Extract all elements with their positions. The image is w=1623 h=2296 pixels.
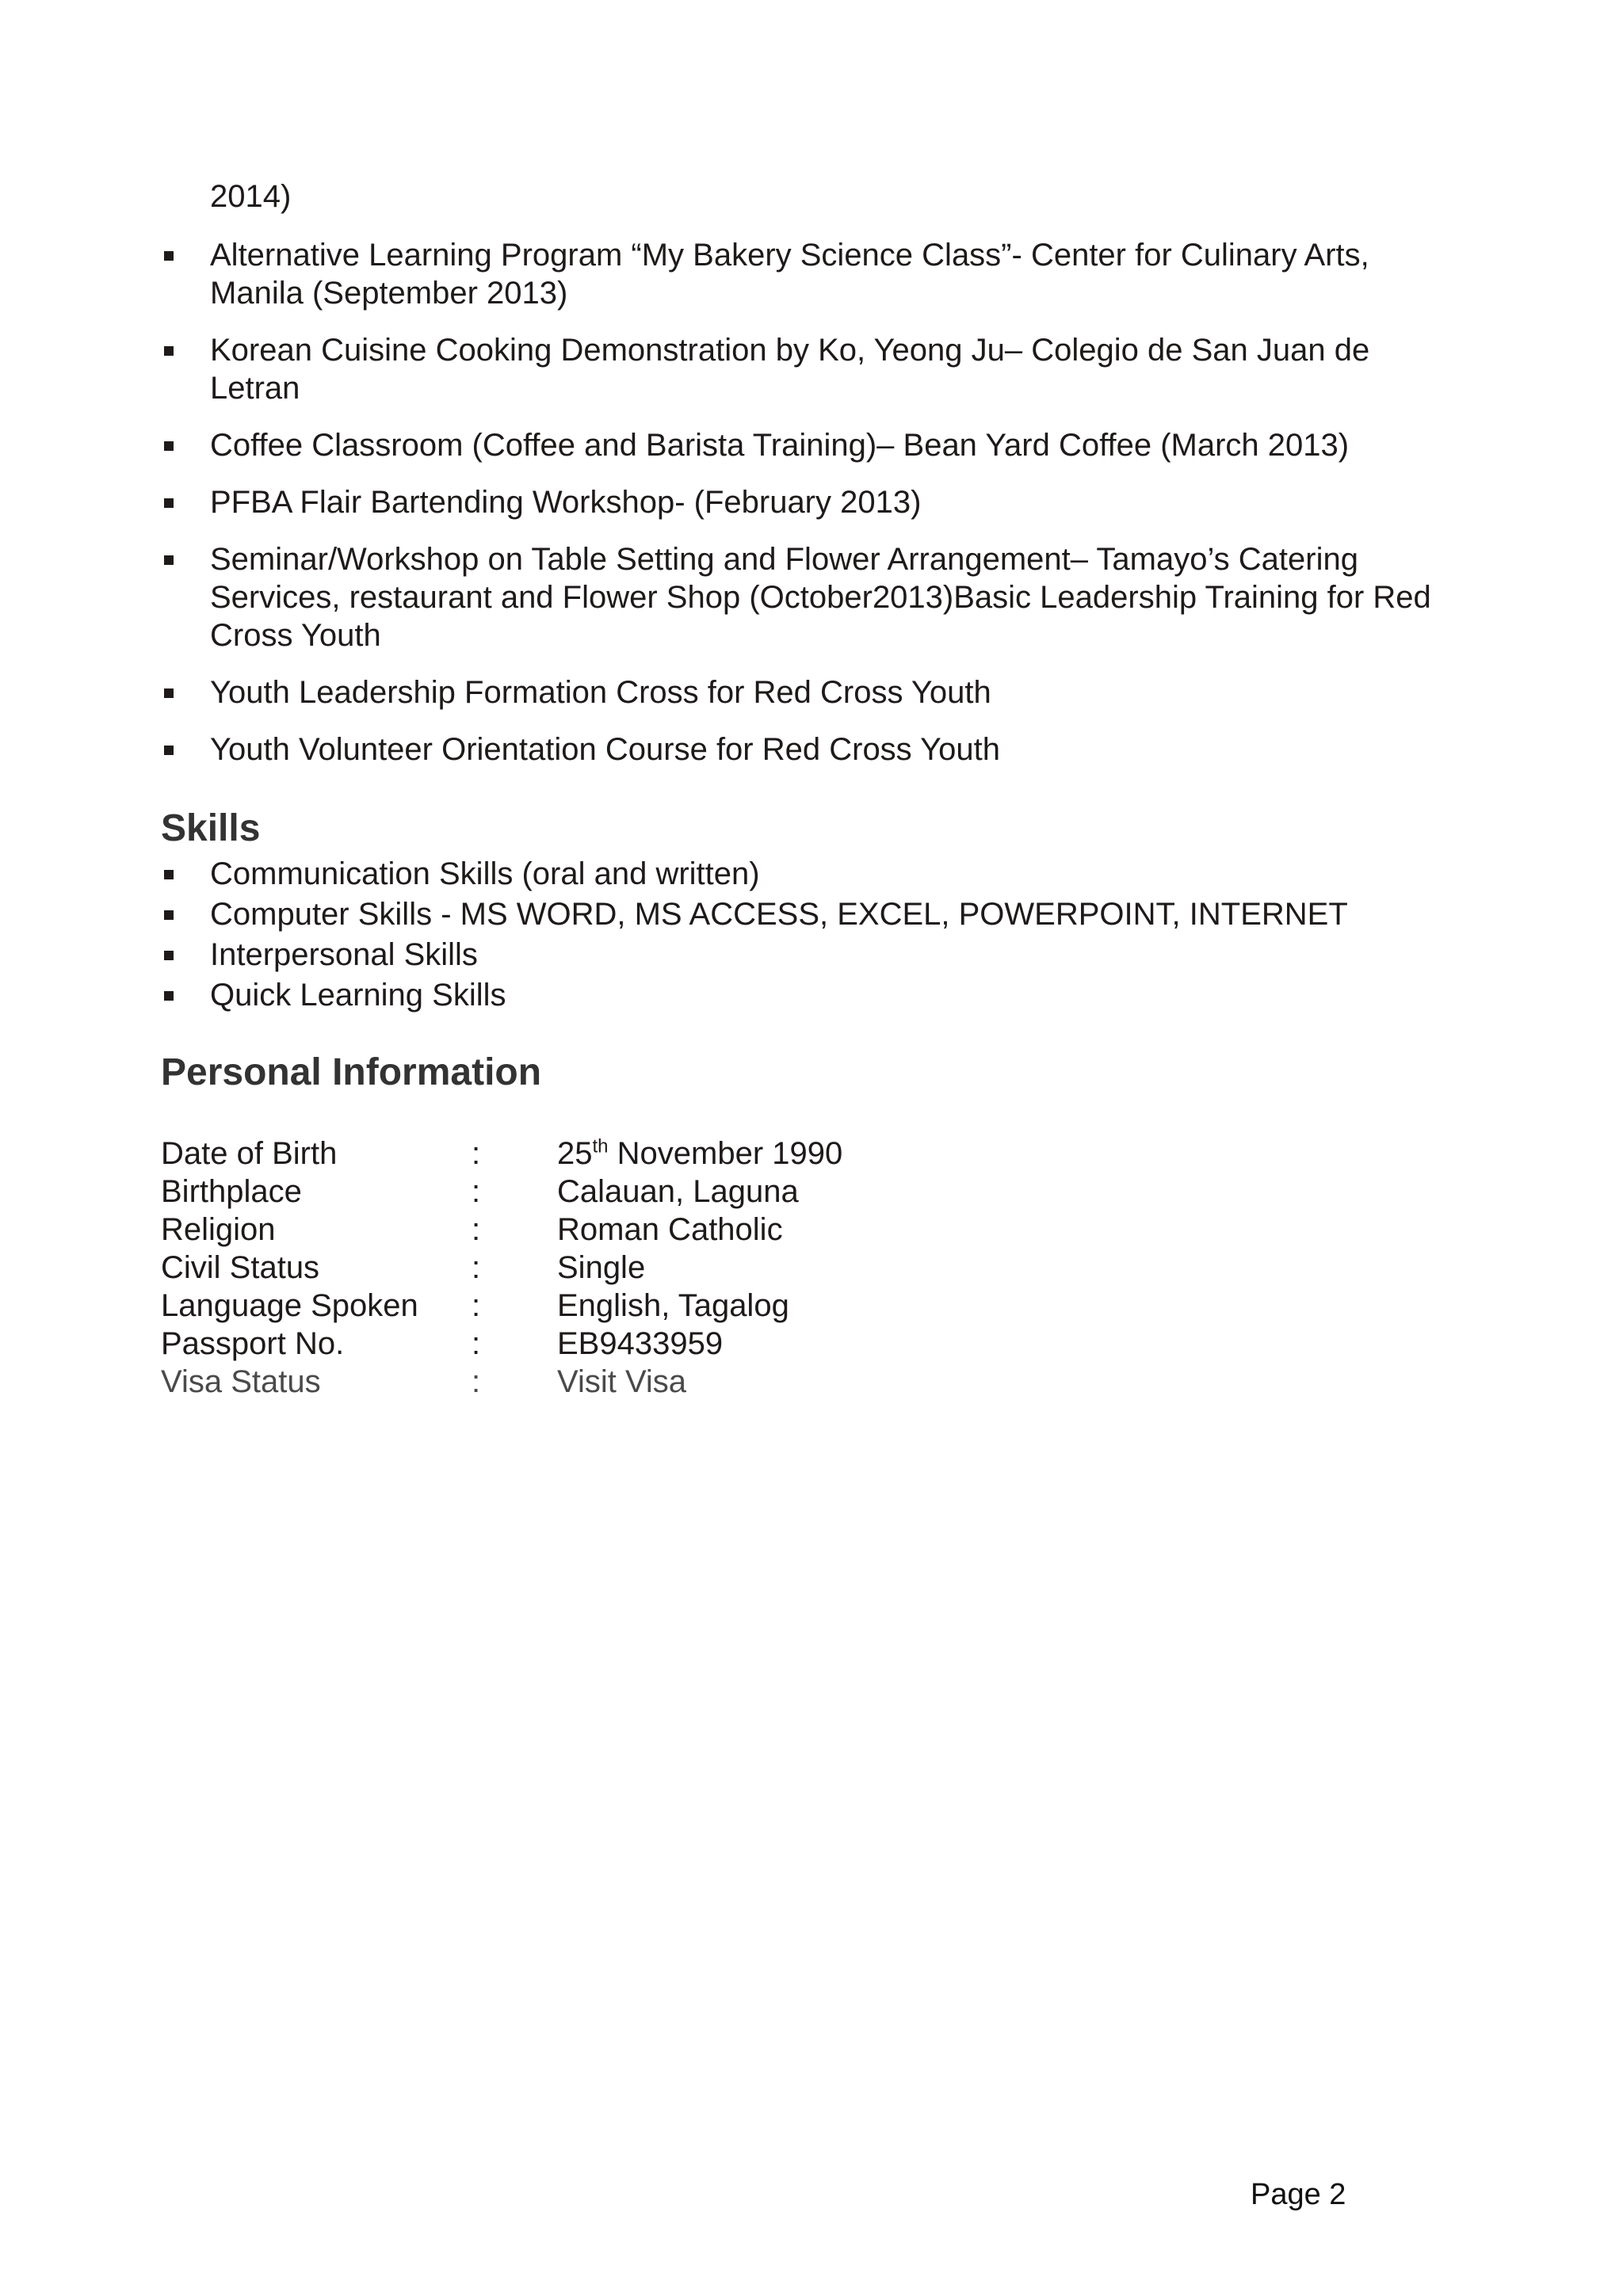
info-value: Roman Catholic: [557, 1212, 783, 1247]
info-value: Single: [557, 1250, 646, 1285]
page-number: Page 2: [1251, 2178, 1346, 2211]
info-label: Visa Status: [161, 1364, 321, 1399]
info-label: Date of Birth: [161, 1136, 338, 1171]
info-value: [557, 1135, 842, 1173]
square-bullet-icon: [164, 870, 174, 879]
list-item: [210, 895, 1446, 933]
list-item: [210, 855, 1446, 893]
info-separator: :: [472, 1364, 481, 1399]
list-item-text: Youth Leadership Formation Cross for Red Cross Youth: [210, 675, 991, 710]
square-bullet-icon: [164, 746, 174, 755]
personal-info-heading: Personal Information: [161, 1051, 542, 1093]
square-bullet-icon: [164, 346, 174, 356]
list-item: [210, 236, 1446, 312]
list-item: [210, 730, 1446, 769]
info-label: Civil Status: [161, 1250, 320, 1285]
info-separator: :: [472, 1136, 481, 1171]
dob-ordinal-suffix: th: [592, 1135, 609, 1158]
skills-list: [210, 855, 1446, 1016]
list-item: [210, 540, 1446, 654]
list-item-text: PFBA Flair Bartending Workshop- (February 2013): [210, 485, 922, 520]
info-value: Calauan, Laguna: [557, 1174, 799, 1209]
list-item-text: Communication Skills (oral and written): [210, 856, 760, 891]
list-item-text: Seminar/Workshop on Table Setting and Flower Arrangement– Tamayo’s Catering Services, restaurant and Flower Shop (October2013)Basic Leadership Training for Red Cross Youth: [210, 542, 1431, 653]
info-label: Religion: [161, 1212, 276, 1247]
dob-day: 25: [557, 1136, 593, 1171]
info-value: Visit Visa: [557, 1364, 687, 1399]
info-separator: :: [472, 1326, 481, 1361]
list-item-text: Quick Learning Skills: [210, 978, 506, 1013]
list-item-text: Korean Cuisine Cooking Demonstration by Ko, Yeong Ju– Colegio de San Juan de Letran: [210, 333, 1370, 406]
info-value: English, Tagalog: [557, 1288, 789, 1323]
info-label: Birthplace: [161, 1174, 302, 1209]
square-bullet-icon: [164, 251, 174, 261]
info-label: Language Spoken: [161, 1288, 418, 1323]
list-item: [210, 331, 1446, 407]
square-bullet-icon: [164, 991, 174, 1001]
info-separator: :: [472, 1212, 481, 1247]
info-separator: :: [472, 1174, 481, 1209]
info-separator: :: [472, 1288, 481, 1323]
list-item: [210, 673, 1446, 711]
list-item: [210, 483, 1446, 521]
info-separator: :: [472, 1250, 481, 1285]
square-bullet-icon: [164, 555, 174, 565]
square-bullet-icon: [164, 498, 174, 508]
info-label: Passport No.: [161, 1326, 345, 1361]
square-bullet-icon: [164, 910, 174, 920]
list-item-text: Alternative Learning Program “My Bakery Science Class”- Center for Culinary Arts, Manila (September 2013): [210, 238, 1369, 311]
skills-heading: Skills: [161, 807, 261, 849]
square-bullet-icon: [164, 441, 174, 451]
list-item-text: Youth Volunteer Orientation Course for Red Cross Youth: [210, 732, 1000, 767]
square-bullet-icon: [164, 951, 174, 960]
list-item-text: Coffee Classroom (Coffee and Barista Training)– Bean Yard Coffee (March 2013): [210, 428, 1350, 463]
list-item-text: Computer Skills - MS WORD, MS ACCESS, EXCEL, POWERPOINT, INTERNET: [210, 897, 1348, 932]
dob-month-year: November 1990: [608, 1136, 843, 1171]
training-list: [210, 236, 1446, 788]
list-item: [210, 426, 1446, 464]
list-item: [210, 936, 1446, 974]
continuation-text: 2014): [210, 179, 292, 214]
info-value: EB9433959: [557, 1326, 724, 1361]
square-bullet-icon: [164, 688, 174, 698]
list-item-text: Interpersonal Skills: [210, 937, 478, 972]
list-item: [210, 976, 1446, 1014]
